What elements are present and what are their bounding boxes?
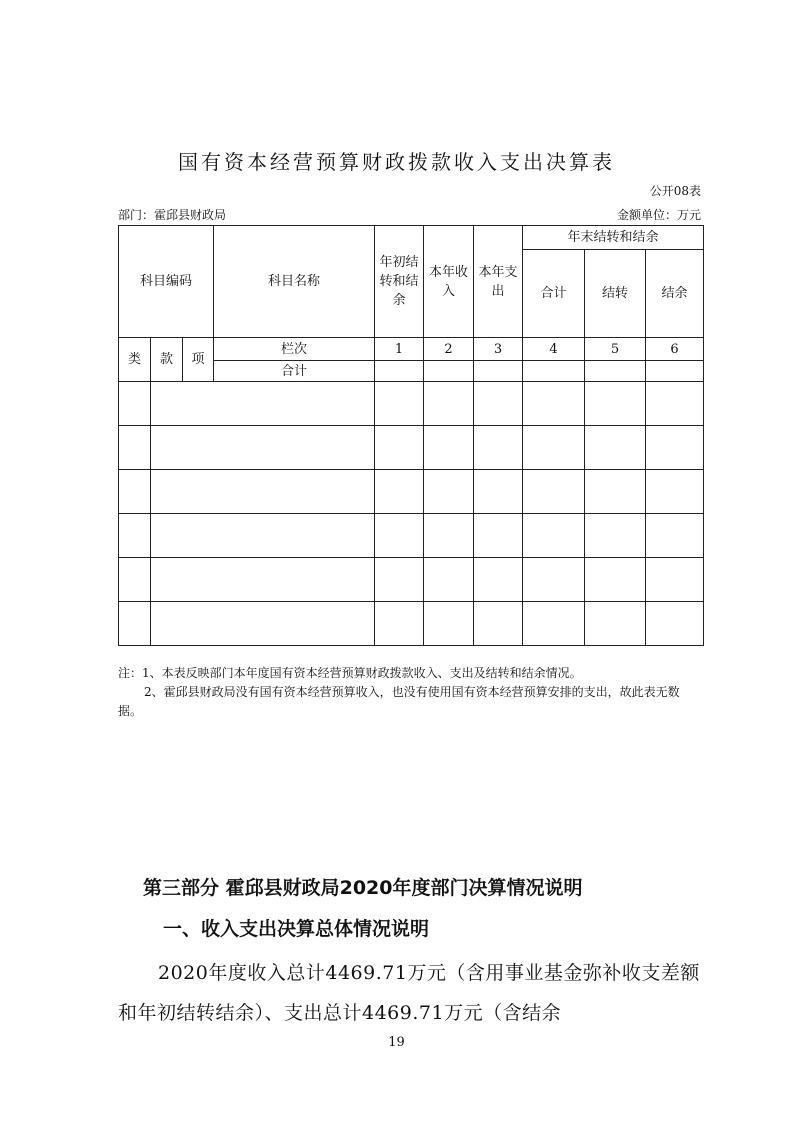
- xiang-header: 项: [183, 338, 214, 382]
- total-cell: [585, 361, 646, 382]
- note-line-1: 注：1、本表反映部门本年度国有资本经营预算财政拨款收入、支出及结转和结余情况。: [118, 666, 582, 680]
- page-title: 国有资本经营预算财政拨款收入支出决算表: [178, 150, 615, 174]
- lei-header: 类: [119, 338, 151, 382]
- column-number-1: 1: [375, 338, 424, 361]
- end-total-header: 合计: [523, 250, 585, 338]
- column-number-3: 3: [474, 338, 523, 361]
- end-carry-header: 结转: [585, 250, 646, 338]
- total-row-label: 合计: [214, 361, 375, 382]
- empty-row: [119, 602, 704, 646]
- subject-code-header: 科目编码: [119, 226, 214, 338]
- column-number-6: 6: [646, 338, 704, 361]
- begin-balance-header: 年初结转和结余: [375, 226, 424, 338]
- subsection-heading: 一、收入支出决算总体情况说明: [163, 918, 430, 940]
- amount-unit-label: 金额单位：万元: [616, 208, 701, 222]
- section-heading: 第三部分 霍邱县财政局2020年度部门决算情况说明: [143, 877, 583, 899]
- empty-row: [119, 426, 704, 470]
- empty-row: [119, 558, 704, 602]
- column-number-4: 4: [523, 338, 585, 361]
- empty-row: [119, 514, 704, 558]
- column-number-label: 栏次: [214, 338, 375, 361]
- table-notes: [118, 664, 703, 721]
- total-cell: [375, 361, 424, 382]
- body-paragraph: 2020年度收入总计4469.71万元（含用事业基金弥补收支差额和年初结转结余）、支出总计4469.71万元（含结余: [118, 962, 700, 1024]
- department-label: 部门：霍邱县财政局: [118, 208, 227, 222]
- end-balance-group-header: 年末结转和结余: [523, 226, 704, 250]
- total-cell: [474, 361, 523, 382]
- subject-name-header: 科目名称: [214, 226, 375, 338]
- total-cell: [424, 361, 474, 382]
- year-expense-header: 本年支出: [474, 226, 523, 338]
- kuan-header: 款: [151, 338, 183, 382]
- form-number: 公开08表: [649, 184, 701, 198]
- budget-table: [118, 225, 704, 646]
- year-income-header: 本年收入: [424, 226, 474, 338]
- page-number: 19: [388, 1035, 405, 1050]
- empty-row: [119, 470, 704, 514]
- column-number-2: 2: [424, 338, 474, 361]
- column-number-5: 5: [585, 338, 646, 361]
- total-cell: [646, 361, 704, 382]
- total-cell: [523, 361, 585, 382]
- empty-row: [119, 382, 704, 426]
- note-line-2: 2、霍邱县财政局没有国有资本经营预算收入，也没有使用国有资本经营预算安排的支出，故此表无数据。: [118, 685, 680, 718]
- end-surplus-header: 结余: [646, 250, 704, 338]
